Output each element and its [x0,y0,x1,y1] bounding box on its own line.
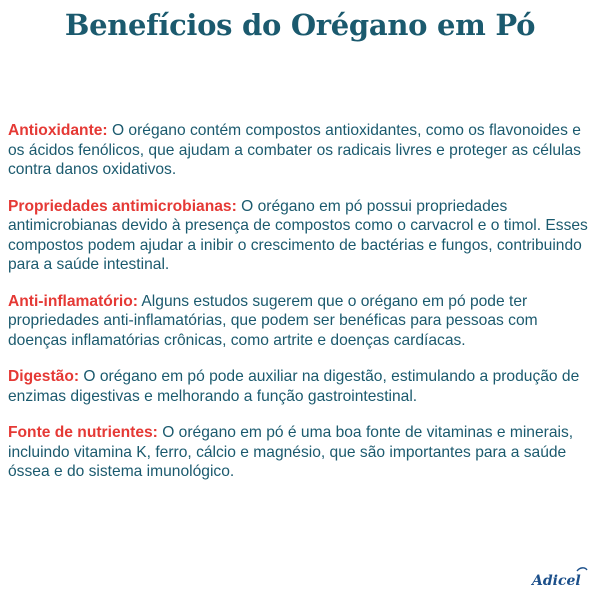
benefit-item [8,197,598,275]
logo-text: Adicel [532,573,581,589]
benefit-item [8,423,598,482]
benefit-text: O orégano em pó possui propriedades antimicrobianas devido à presença de compostos como o carvacrol e o timol. Esses compostos podem ajudar a inibir o crescimento de bactérias e fungos, contribuindo para a saúde intestinal. [8,197,588,273]
benefit-text: O orégano em pó pode auxiliar na digestão, estimulando a produção de enzimas digestivas e melhorando a função gastrointestinal. [8,368,580,405]
page-title: Benefícios do Orégano em Pó [64,8,536,42]
benefit-item [8,367,598,406]
benefit-heading: Propriedades antimicrobianas: [8,197,237,215]
brand-logo [530,566,590,592]
benefit-item [8,292,598,351]
logo-swoosh-icon [577,568,587,571]
benefit-text: Alguns estudos sugerem que o orégano em pó pode ter propriedades anti-inflamatórias, que podem ser benéficas para pessoas com doenças inflamatórias crônicas, como artrite e doenças cardíacas. [8,292,538,349]
benefits-list [8,121,598,499]
benefit-heading: Digestão: [8,368,80,385]
benefit-item [8,121,598,180]
benefit-text: O orégano em pó é uma boa fonte de vitaminas e minerais, incluindo vitamina K, ferro, cálcio e magnésio, que são importantes para a saúde óssea e do sistema imunológico. [8,424,574,480]
benefit-text: O orégano contém compostos antioxidantes, como os flavonoides e os ácidos fenólicos, que ajudam a combater os radicais livres e proteger as células contra danos oxidativos. [8,122,581,178]
benefit-heading: Fonte de nutrientes: [8,424,158,441]
benefit-heading: Antioxidante: [8,122,108,139]
benefit-heading: Anti-inflamatório: [8,292,138,310]
